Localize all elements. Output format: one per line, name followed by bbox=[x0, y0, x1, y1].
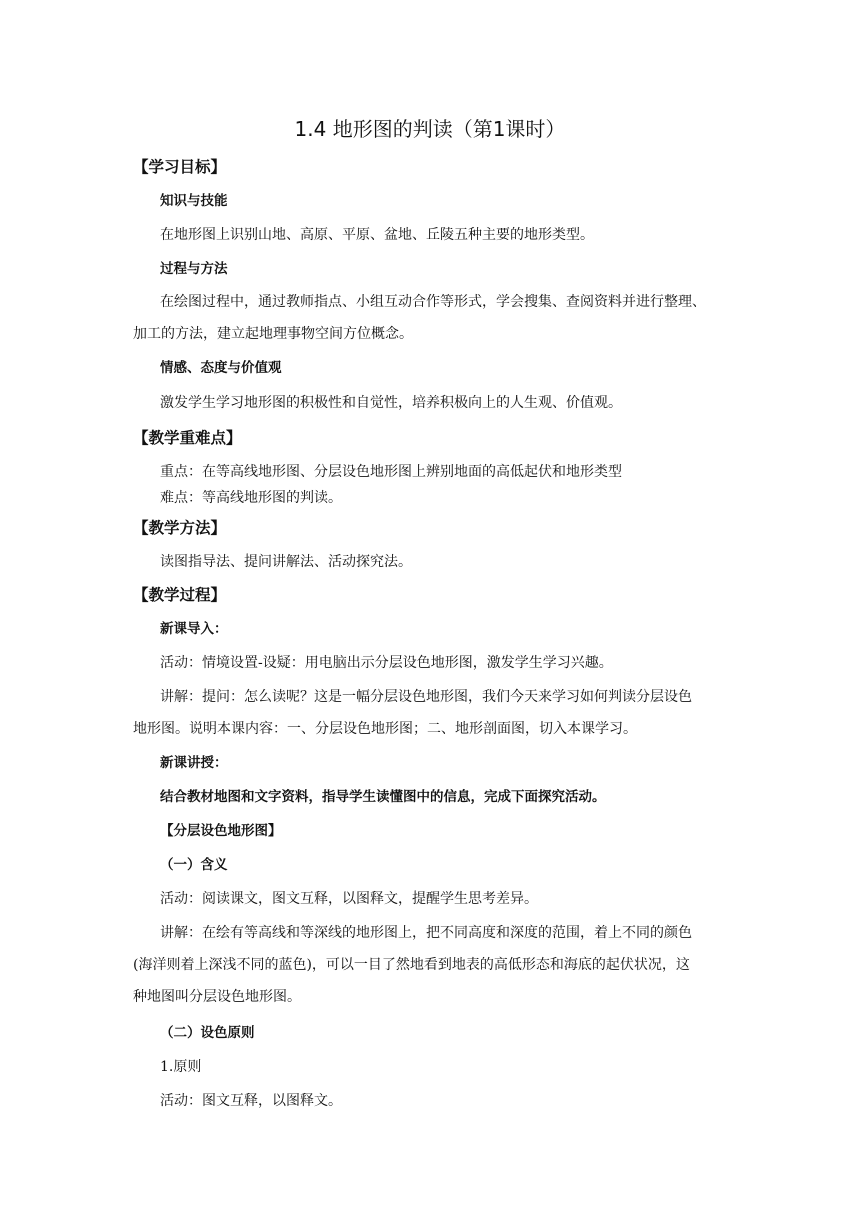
paragraph-difficult: 难点：等高线地形图的判读。 bbox=[160, 490, 342, 506]
subheading-knowledge: 知识与技能 bbox=[160, 193, 228, 209]
heading-goals: 【学习目标】 bbox=[133, 158, 227, 176]
paragraph-principle-1: 1.原则 bbox=[160, 1059, 202, 1075]
subheading-principle: （二）设色原则 bbox=[160, 1025, 255, 1041]
heading-key-points: 【教学重难点】 bbox=[133, 429, 242, 447]
paragraph-knowledge: 在地形图上识别山地、高原、平原、盆地、丘陵五种主要的地形类型。 bbox=[160, 227, 594, 243]
paragraph-process-line1: 在绘图过程中，通过教师指点、小组互动合作等形式，学会搜集、查阅资料并进行整理、 bbox=[160, 294, 706, 310]
page-title: 1.4 地形图的判读（第1课时） bbox=[294, 117, 566, 141]
paragraph-explain2-line1: 讲解：在绘有等高线和等深线的地形图上，把不同高度和深度的范围，着上不同的颜色 bbox=[160, 925, 692, 941]
paragraph-method: 读图指导法、提问讲解法、活动探究法。 bbox=[160, 554, 412, 570]
paragraph-explain2-line2: (海洋则着上深浅不同的蓝色)，可以一目了然地看到地表的高低形态和海底的起伏状况，这 bbox=[133, 957, 690, 973]
paragraph-important: 重点：在等高线地形图、分层设色地形图上辨别地面的高低起伏和地形类型 bbox=[160, 464, 622, 480]
paragraph-explain1-line2: 地形图。说明本课内容：一、分层设色地形图；二、地形剖面图，切入本课学习。 bbox=[133, 721, 637, 737]
subheading-layer-tint: 【分层设色地形图】 bbox=[160, 823, 282, 839]
paragraph-process-line2: 加工的方法，建立起地理事物空间方位概念。 bbox=[133, 326, 413, 342]
subheading-meaning: （一）含义 bbox=[160, 857, 228, 873]
paragraph-explain1-line1: 讲解：提问：怎么读呢？这是一幅分层设色地形图，我们今天来学习如何判读分层设色 bbox=[160, 689, 692, 705]
paragraph-activity2: 活动：阅读课文，图文互释，以图释文，提醒学生思考差异。 bbox=[160, 891, 538, 907]
subheading-teach: 新课讲授： bbox=[160, 755, 228, 771]
paragraph-emotion: 激发学生学习地形图的积极性和自觉性，培养积极向上的人生观、价值观。 bbox=[160, 395, 622, 411]
paragraph-activity1: 活动：情境设置-设疑：用电脑出示分层设色地形图，激发学生学习兴趣。 bbox=[160, 655, 613, 671]
paragraph-explain2-line3: 种地图叫分层设色地形图。 bbox=[133, 989, 301, 1005]
paragraph-activity3: 活动：图文互释，以图释文。 bbox=[160, 1093, 342, 1109]
heading-method: 【教学方法】 bbox=[133, 519, 227, 537]
paragraph-guide: 结合教材地图和文字资料，指导学生读懂图中的信息，完成下面探究活动。 bbox=[160, 789, 606, 805]
subheading-intro: 新课导入： bbox=[160, 621, 228, 637]
subheading-process: 过程与方法 bbox=[160, 261, 228, 277]
heading-process: 【教学过程】 bbox=[133, 586, 227, 604]
subheading-emotion: 情感、态度与价值观 bbox=[160, 360, 282, 376]
